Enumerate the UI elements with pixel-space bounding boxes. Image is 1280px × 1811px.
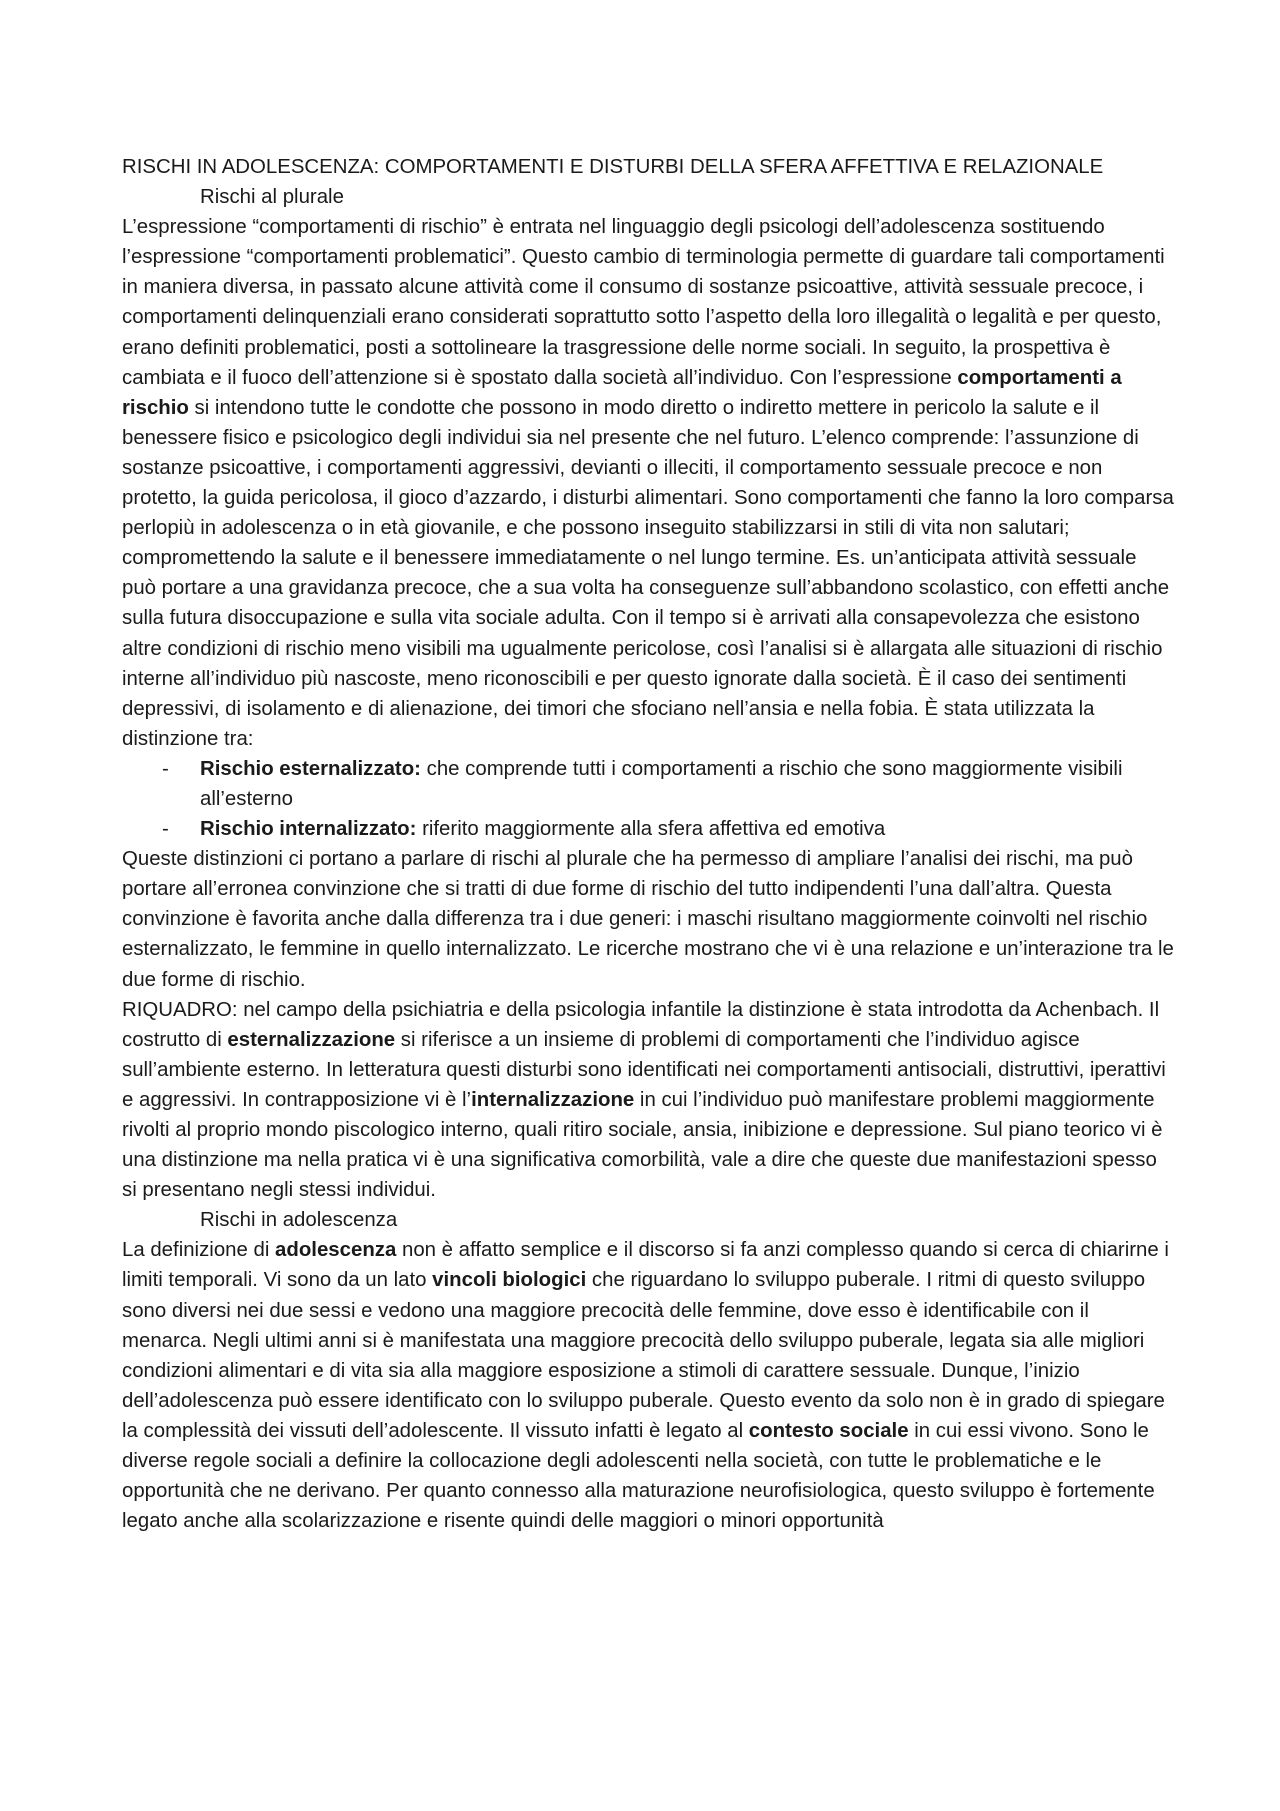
paragraph-adolescenza [122, 1235, 1174, 1536]
section-heading-rischi-in-adolescenza: Rischi in adolescenza [200, 1209, 398, 1232]
paragraph-rischi-definition [122, 212, 1174, 754]
text-run: in cui essi vivono. Sono le diverse regole sociali a definire la collocazione degli adolescenti nella società, con tutte le problematiche e le opportunità che ne derivano. Per quanto connesso alla maturazione neurofisiologica, questo sviluppo è fortemente legato anche alla scolarizzazione e risente quindi delle maggiori o minori opportunità [122, 1419, 1155, 1533]
bold-term-vincoli-biologici: vincoli biologici [432, 1269, 587, 1292]
list-item-rischio-internalizzato [122, 814, 1174, 844]
text-run: RIQUADRO: nel campo della psichiatria e della psicologia infantile la distinzione è stata introdotta da Achenbach. Il costrutto di [122, 998, 1160, 1051]
list-item-rischio-esternalizzato [122, 754, 1174, 814]
text-run: si riferisce a un insieme di problemi di comportamenti che l’individuo agisce sull’ambiente esterno. In letteratura questi disturbi sono identificati nei comportamenti antisociali, distruttivi, iperattivi e aggressivi. In contrapposizione vi è l’ [122, 1028, 1166, 1111]
bold-term-comportamenti-a-rischio: comportamenti a rischio [122, 366, 1122, 419]
bold-term-rischio-internalizzato: Rischio internalizzato: [200, 818, 417, 841]
text-run: non è affatto semplice e il discorso si fa anzi complesso quando si cerca di chiarirne i limiti temporali. Vi sono da un lato [122, 1239, 1169, 1292]
text-run: La definizione di [122, 1239, 276, 1262]
bold-term-internalizzazione: internalizzazione [471, 1088, 635, 1111]
bold-term-rischio-esternalizzato: Rischio esternalizzato: [200, 757, 421, 780]
list-dash: - [162, 757, 169, 780]
text-run: che riguardano lo sviluppo puberale. I ritmi di questo sviluppo sono diversi nei due sessi e vedono una maggiore precocità delle femmine, dove esso è identificabile con il menarca. Negli ultimi anni si è manifestata una maggiore precocità dello sviluppo puberale, legata sia alle migliori condizioni alimentari e di vita sia alla maggiore esposizione a stimoli di carattere sessuale. Dunque, l’inizio dell’adolescenza può essere identificato con lo sviluppo puberale. Questo evento da solo non è in grado di spiegare la complessità dei vissuti dell’adolescente. Il vissuto infatti è legato al [122, 1269, 1165, 1442]
document-title: RISCHI IN ADOLESCENZA: COMPORTAMENTI E DISTURBI DELLA SFERA AFFETTIVA E RELAZIONALE [122, 156, 1104, 178]
text-run: riferito maggiormente alla sfera affettiva ed emotiva [416, 818, 886, 841]
document-page [122, 152, 1174, 1536]
section-heading-rischi-al-plurale: Rischi al plurale [200, 186, 344, 209]
bold-term-contesto-sociale: contesto sociale [748, 1419, 909, 1442]
paragraph-rischi-plurale: Queste distinzioni ci portano a parlare di rischi al plurale che ha permesso di ampliare l’analisi dei rischi, ma può portare all’erronea convinzione che si tratti di due forme di rischio del tutto indipendenti l’una dall’altra. Questa convinzione è favorita anche dalla differenza tra i due generi: i maschi risultano maggiormente coinvolti nel rischio esternalizzato, le femmine in quello internalizzato. Le ricerche mostrano che vi è una relazione e un’interazione tra le due forme di rischio. [122, 848, 1174, 991]
text-run: che comprende tutti i comportamenti a rischio che sono maggiormente visibili all’esterno [200, 757, 1123, 810]
bold-term-adolescenza: adolescenza [275, 1239, 397, 1262]
text-run: in cui l’individuo può manifestare problemi maggiormente rivolti al proprio mondo piscologico interno, quali ritiro sociale, ansia, inibizione e depressione. Sul piano teorico vi è una distinzione ma nella pratica vi è una significativa comorbilità, vale a dire che queste due manifestazioni spesso si presentano negli stessi individui. [122, 1088, 1163, 1202]
text-run: si intendono tutte le condotte che possono in modo diretto o indiretto mettere in pericolo la salute e il benessere fisico e psicologico degli individui sia nel presente che nel futuro. L’elenco comprende: l’assunzione di sostanze psicoattive, i comportamenti aggressivi, devianti o illeciti, il comportamento sessuale precoce e non protetto, la guida pericolosa, il gioco d’azzardo, i disturbi alimentari. Sono comportamenti che fanno la loro comparsa perlopiù in adolescenza o in età giovanile, e che possono inseguito stabilizzarsi in stili di vita non salutari; compromettendo la salute e il benessere immediatamente o nel lungo termine. Es. un’anticipata attività sessuale può portare a una gravidanza precoce, che a sua volta ha conseguenze sull’abbandono scolastico, con effetti anche sulla futura disoccupazione e sulla vita sociale adulta. Con il tempo si è arrivati alla consapevolezza che esistono altre condizioni di rischio meno visibili ma ugualmente pericolose, così l’analisi si è allargata alle situazioni di rischio interne all’individuo più nascoste, meno riconoscibili e per questo ignorate dalla società. È il caso dei sentimenti depressivi, di isolamento e di alienazione, dei timori che sfociano nell’ansia e nella fobia. È stata utilizzata la distinzione tra: [122, 396, 1174, 750]
paragraph-riquadro [122, 995, 1174, 1206]
list-dash: - [162, 818, 169, 841]
bold-term-esternalizzazione: esternalizzazione [227, 1028, 396, 1051]
text-run: L’espressione “comportamenti di rischio” è entrata nel linguaggio degli psicologi dell’adolescenza sostituendo l’espressione “comportamenti problematici”. Questo cambio di terminologia permette di guardare tali comportamenti in maniera diversa, in passato alcune attività come il consumo di sostanze psicoattive, attività sessuale precoce, i comportamenti delinquenziali erano considerati soprattutto sotto l’aspetto della loro illegalità o legalità e per questo, erano definiti problematici, posti a sottolineare la trasgressione delle norme sociali. In seguito, la prospettiva è cambiata e il fuoco dell’attenzione si è spostato dalla società all’individuo. Con l’espressione [122, 216, 1165, 389]
